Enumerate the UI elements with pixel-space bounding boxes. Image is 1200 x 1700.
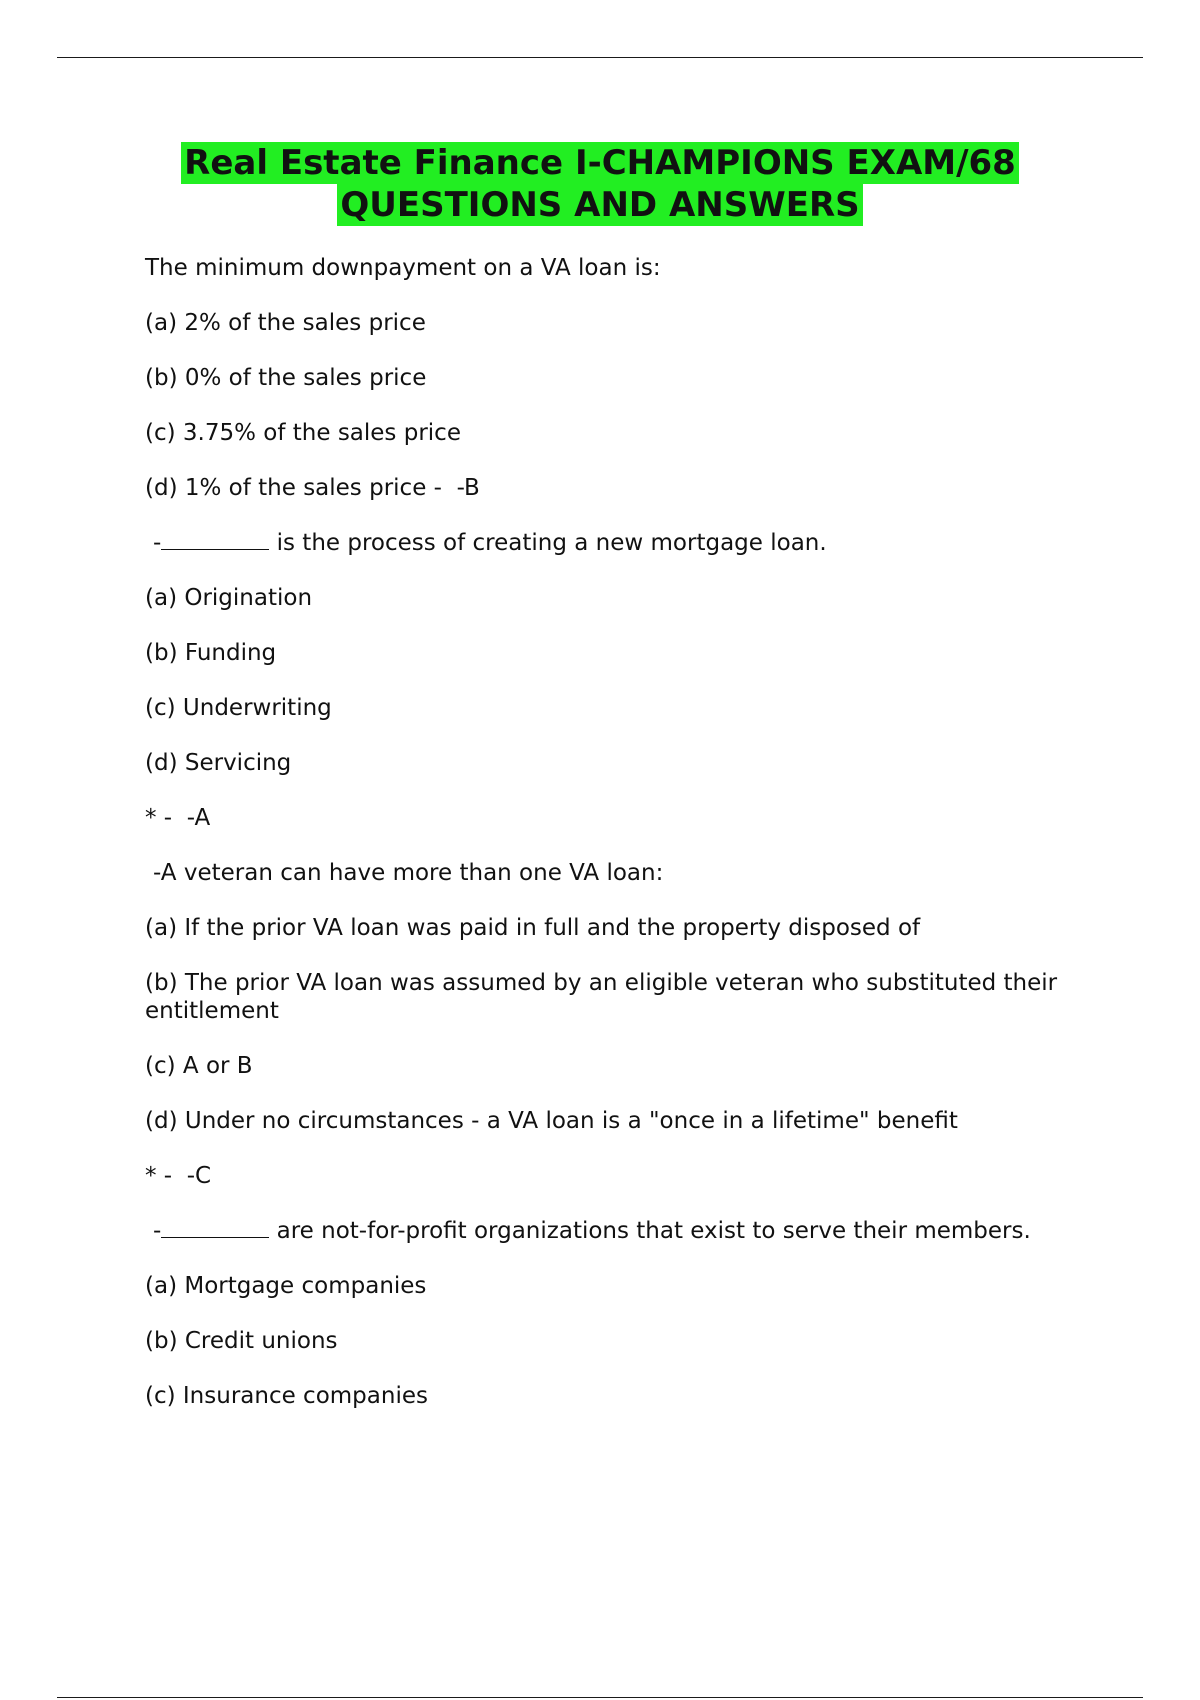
option-a: (a) Origination (145, 585, 313, 611)
option-c: (c) Underwriting (145, 695, 332, 721)
option-b: (b) Credit unions (145, 1328, 338, 1354)
question-prefix: - (153, 1218, 162, 1244)
header-rule (57, 57, 1143, 58)
option-b: (b) Funding (145, 640, 277, 666)
document-body (145, 254, 1085, 1437)
option-c: (c) Insurance companies (145, 1383, 428, 1409)
answer-line: * - -C (145, 1163, 212, 1189)
option-b: (b) The prior VA loan was assumed by an eligible veteran who substituted their entitlement (145, 970, 1065, 1024)
fill-in-blank (161, 1217, 269, 1238)
footer-rule (57, 1697, 1143, 1698)
fill-in-blank (161, 529, 269, 550)
question-2 (145, 529, 1085, 557)
question-4 (145, 1217, 1085, 1245)
question-3: -A veteran can have more than one VA loan: (153, 860, 664, 886)
option-a: (a) Mortgage companies (145, 1273, 427, 1299)
answer-line: * - -A (145, 805, 211, 831)
option-a: (a) 2% of the sales price (145, 310, 426, 336)
question-text: is the process of creating a new mortgage loan. (269, 530, 827, 556)
option-d-with-answer: (d) 1% of the sales price - -B (145, 475, 480, 501)
option-d: (d) Servicing (145, 750, 292, 776)
option-c: (c) 3.75% of the sales price (145, 420, 461, 446)
question-prefix: - (153, 530, 162, 556)
option-a: (a) If the prior VA loan was paid in full and the property disposed of (145, 915, 921, 941)
title-line-2: QUESTIONS AND ANSWERS (337, 184, 862, 226)
document-title (0, 142, 1200, 226)
question-text: are not-for-profit organizations that exist to serve their members. (269, 1218, 1031, 1244)
option-d: (d) Under no circumstances - a VA loan is a "once in a lifetime" benefit (145, 1108, 958, 1134)
option-c: (c) A or B (145, 1053, 253, 1079)
title-line-1: Real Estate Finance I-CHAMPIONS EXAM/68 (181, 142, 1019, 184)
question-1: The minimum downpayment on a VA loan is: (145, 255, 661, 281)
option-b: (b) 0% of the sales price (145, 365, 427, 391)
